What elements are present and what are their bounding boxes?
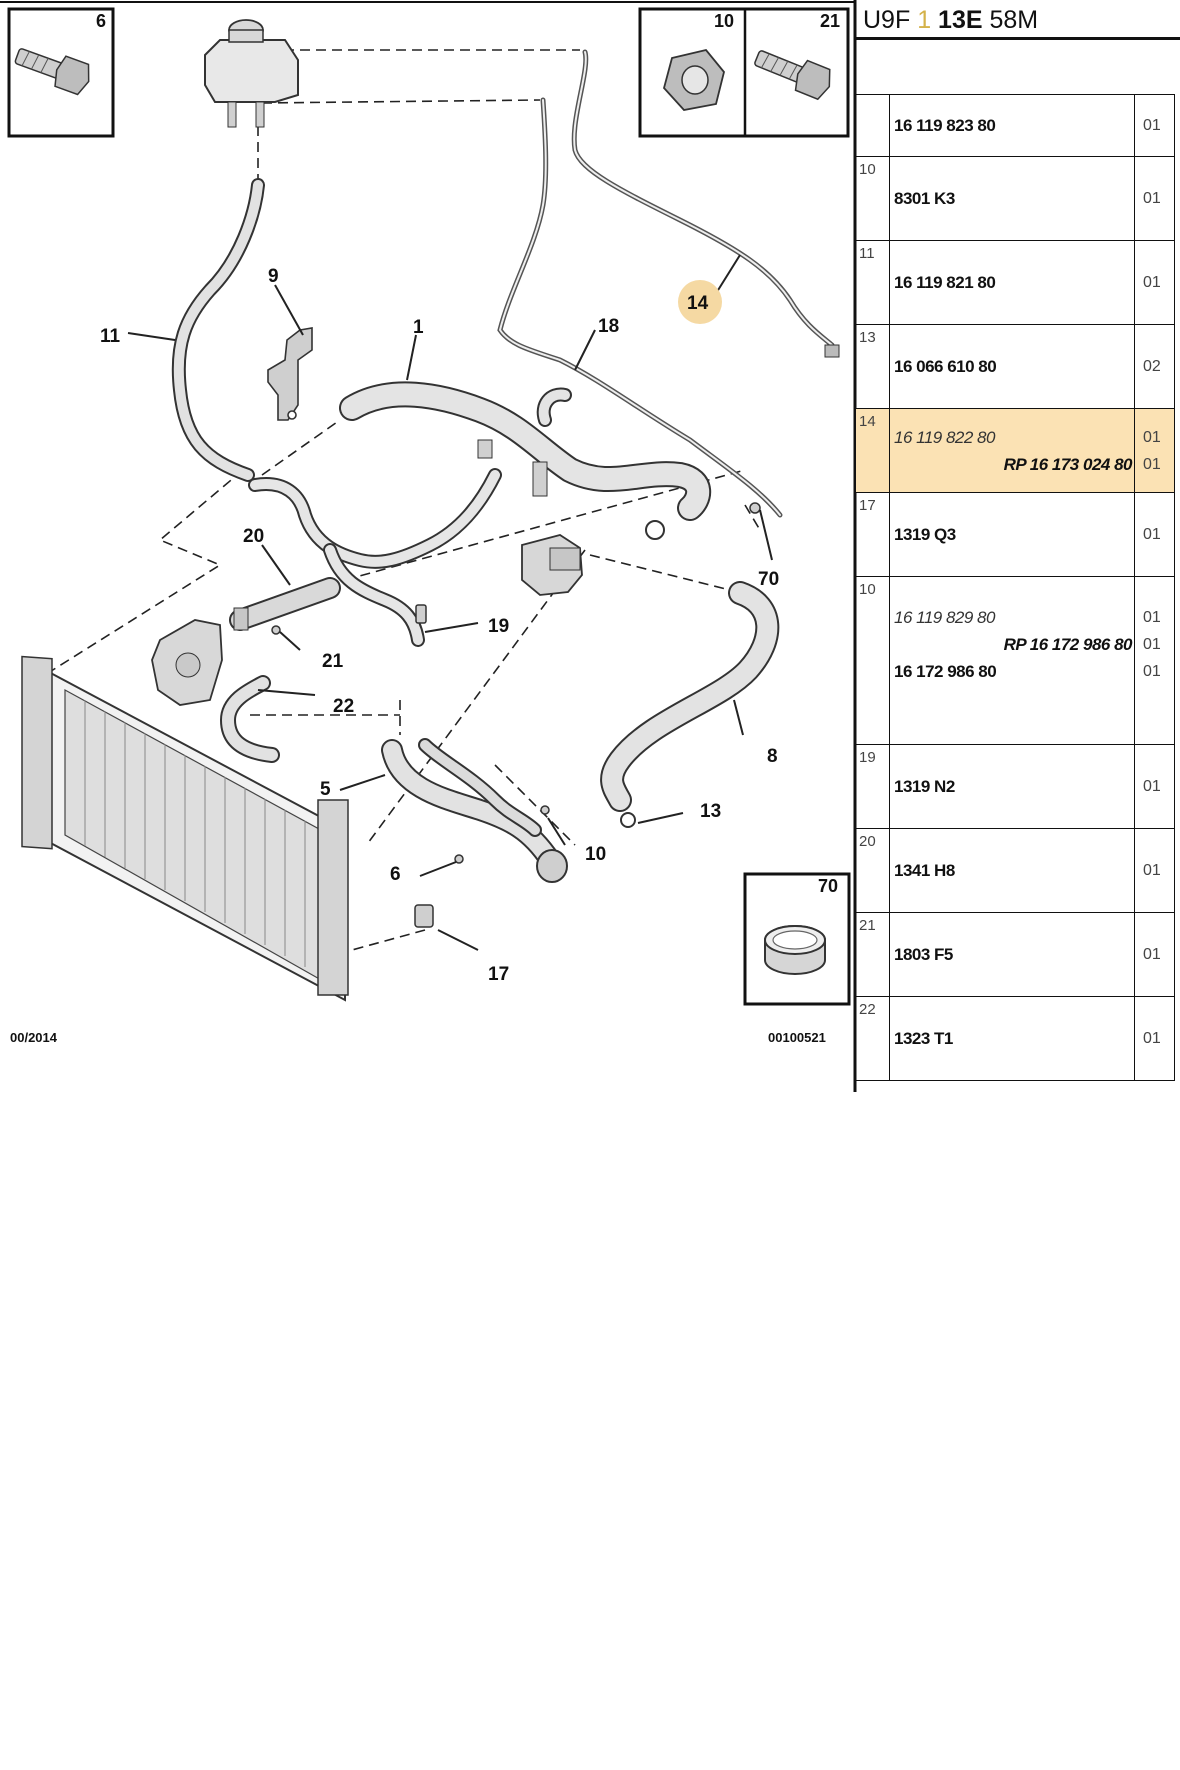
part-reference-cell — [890, 913, 1135, 997]
part-index: 11 — [856, 241, 890, 325]
part-reference-cell — [890, 157, 1135, 241]
part-index: 13 — [856, 325, 890, 409]
inset-box-10-21 — [640, 9, 848, 136]
callout-18: 18 — [598, 316, 620, 337]
part-reference: 16 119 823 80 — [894, 116, 996, 135]
part-reference: 1803 F5 — [894, 945, 953, 964]
parts-list-panel — [855, 0, 1180, 1092]
callout-1: 1 — [413, 317, 424, 338]
part-index: 21 — [856, 913, 890, 997]
part-index: 17 — [856, 493, 890, 577]
callout-13: 13 — [700, 801, 722, 822]
part-row[interactable] — [856, 325, 1175, 409]
part-reference-cell — [890, 241, 1135, 325]
part-reference: RP 16 173 024 80 — [1003, 455, 1132, 474]
part-quantity: 01 — [1143, 274, 1161, 291]
part-quantity-cell — [1135, 913, 1175, 997]
part-quantity: 01 — [1143, 456, 1161, 473]
part-quantity: 01 — [1143, 946, 1161, 963]
part-row[interactable] — [856, 157, 1175, 241]
part-reference: 16 119 822 80 — [894, 428, 995, 447]
callout-14: 14 — [687, 293, 709, 314]
part-index: 22 — [856, 997, 890, 1081]
part-reference: 16 119 829 80 — [894, 608, 995, 627]
callout-22: 22 — [333, 696, 355, 717]
part-row[interactable] — [856, 745, 1175, 829]
part-reference-cell — [890, 997, 1135, 1081]
callout-11: 11 — [100, 326, 121, 347]
callout-8: 8 — [767, 746, 778, 767]
part-reference-cell — [890, 577, 1135, 745]
part-row[interactable] — [856, 829, 1175, 913]
inset-label-10: 10 — [714, 11, 735, 31]
callout-9: 9 — [268, 266, 279, 287]
part-quantity-cell — [1135, 409, 1175, 493]
part-quantity-cell — [1135, 745, 1175, 829]
part-row[interactable] — [856, 409, 1175, 493]
part-quantity: 01 — [1143, 526, 1161, 543]
part-index: 14 — [856, 409, 890, 493]
part-row[interactable] — [856, 577, 1175, 745]
part-index: 10 — [856, 577, 890, 745]
inset-label-21: 21 — [820, 11, 841, 31]
part-row[interactable] — [856, 95, 1175, 157]
part-index — [856, 95, 890, 157]
part-quantity: 01 — [1143, 429, 1161, 446]
callout-20: 20 — [243, 526, 265, 547]
exploded-parts-diagram — [0, 0, 858, 1092]
part-index: 10 — [856, 157, 890, 241]
image-code: 00100521 — [768, 1030, 826, 1045]
part-quantity: 01 — [1143, 117, 1161, 134]
part-reference-cell — [890, 325, 1135, 409]
inset-box-70 — [745, 874, 849, 1004]
part-quantity: 01 — [1143, 1030, 1161, 1047]
group-code: 13E — [938, 6, 983, 34]
part-reference: 1319 Q3 — [894, 525, 956, 544]
part-row[interactable] — [856, 493, 1175, 577]
part-quantity-cell — [1135, 241, 1175, 325]
part-reference: 1341 H8 — [894, 861, 955, 880]
part-index: 20 — [856, 829, 890, 913]
part-reference-cell — [890, 745, 1135, 829]
part-reference-cell — [890, 829, 1135, 913]
part-reference-cell — [890, 493, 1135, 577]
part-reference: RP 16 172 986 80 — [1003, 635, 1132, 654]
part-quantity: 01 — [1143, 663, 1161, 680]
part-quantity-cell — [1135, 325, 1175, 409]
part-reference-cell — [890, 409, 1135, 493]
callout-21: 21 — [322, 651, 344, 672]
callout-5: 5 — [320, 779, 331, 800]
part-quantity: 01 — [1143, 609, 1161, 626]
part-quantity-cell — [1135, 997, 1175, 1081]
part-reference: 1319 N2 — [894, 777, 955, 796]
parts-table — [855, 94, 1175, 1081]
part-quantity: 02 — [1143, 358, 1161, 375]
date-code: 00/2014 — [10, 1030, 57, 1045]
part-row[interactable] — [856, 913, 1175, 997]
model-code: U9F — [863, 6, 911, 34]
group-index: 1 — [917, 6, 932, 34]
part-quantity: 01 — [1143, 636, 1161, 653]
part-quantity: 01 — [1143, 778, 1161, 795]
part-quantity-cell — [1135, 493, 1175, 577]
part-row[interactable] — [856, 997, 1175, 1081]
callout-10: 10 — [585, 844, 607, 865]
inset-label-70: 70 — [818, 876, 839, 896]
part-reference: 1323 T1 — [894, 1029, 953, 1048]
part-quantity-cell — [1135, 157, 1175, 241]
part-reference: 16 172 986 80 — [894, 662, 997, 681]
part-reference-cell — [890, 95, 1135, 157]
hose-clamp-icon — [765, 926, 825, 974]
part-row[interactable] — [856, 241, 1175, 325]
callout-17: 17 — [488, 964, 510, 985]
inset-label-6: 6 — [96, 11, 107, 31]
part-quantity-cell — [1135, 829, 1175, 913]
callout-70: 70 — [758, 569, 780, 590]
inset-box-6 — [9, 9, 113, 136]
callout-6: 6 — [390, 864, 401, 885]
callout-19: 19 — [488, 616, 510, 637]
part-quantity-cell — [1135, 577, 1175, 745]
part-reference: 16 119 821 80 — [894, 273, 996, 292]
part-quantity-cell — [1135, 95, 1175, 157]
part-reference: 8301 K3 — [894, 189, 955, 208]
sub-group-code: 58M — [989, 6, 1039, 34]
part-reference: 16 066 610 80 — [894, 357, 997, 376]
part-quantity: 01 — [1143, 862, 1161, 879]
part-quantity: 01 — [1143, 190, 1161, 207]
panel-header — [855, 0, 1180, 40]
part-index: 19 — [856, 745, 890, 829]
